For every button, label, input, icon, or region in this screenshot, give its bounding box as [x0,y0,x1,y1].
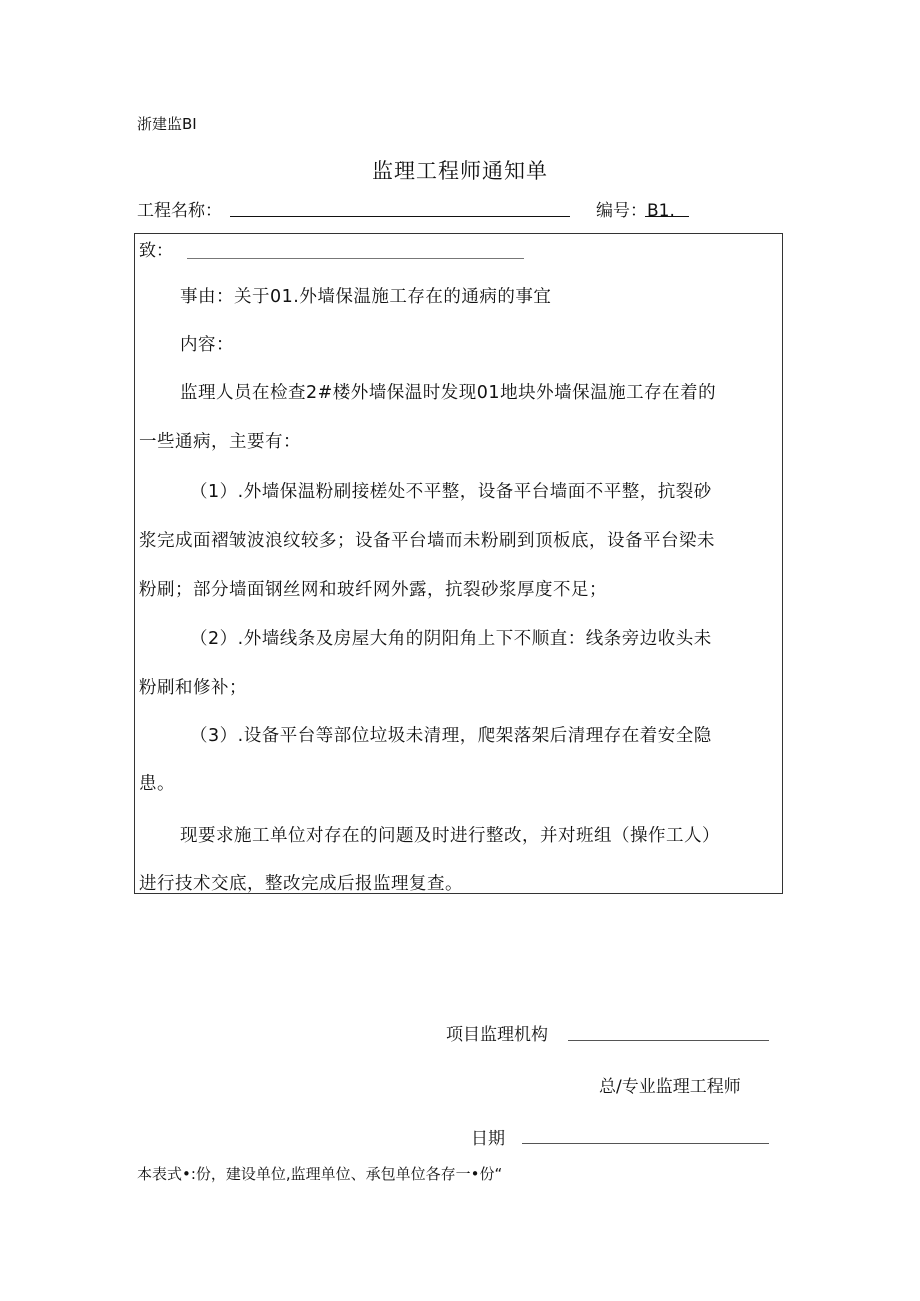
date-field[interactable] [522,1143,769,1144]
project-name-field[interactable] [230,216,570,217]
subject-line: 事由：关于01.外墙保温施工存在的通病的事宜 [180,287,552,307]
content-line: 监理人员在检查2#楼外墙保温时发现01地块外墙保温施工存在着的 [180,383,717,403]
supervision-org-field[interactable] [568,1040,769,1041]
to-label: 致： [139,241,173,261]
footer-note: 本表式•:份，建设单位,监理单位、承包单位各存一•份“ [137,1165,503,1183]
content-line: （1）.外墙保温粉刷接槎处不平整，设备平台墙面不平整，抗裂砂 [190,482,712,502]
content-line: 粉刷；部分墙面钢丝网和玻纤网外露，抗裂砂浆厚度不足； [139,580,607,600]
content-line: （2）.外墙线条及房屋大角的阴阳角上下不顺直：线条旁边收头未 [190,629,712,649]
form-code: 浙建监BI [137,115,197,133]
content-line: 粉刷和修补； [139,678,247,698]
content-line: 一些通病，主要有： [139,432,301,452]
project-name-label: 工程名称： [137,201,222,221]
content-line: 浆完成面褶皱波浪纹较多；设备平台墙而未粉刷到顶板底，设备平台梁未 [139,531,715,551]
chief-engineer-label: 总/专业监理工程师 [599,1077,741,1097]
content-line: 进行技术交底，整改完成后报监理复查。 [139,874,463,894]
date-label: 日期 [471,1129,505,1149]
content-line: 患。 [139,774,175,794]
recipient-field[interactable] [187,258,524,259]
content-label: 内容： [180,335,234,355]
content-line: （3）.设备平台等部位垃圾未清理，爬架落架后清理存在着安全隐 [190,726,712,746]
document-title: 监理工程师通知单 [372,159,548,183]
supervision-org-label: 项目监理机构 [446,1025,548,1045]
number-label: 编号：B1. [596,201,675,221]
number-field[interactable] [645,216,689,217]
content-line: 现要求施工单位对存在的问题及时进行整改，并对班组（操作工人） [180,826,720,846]
